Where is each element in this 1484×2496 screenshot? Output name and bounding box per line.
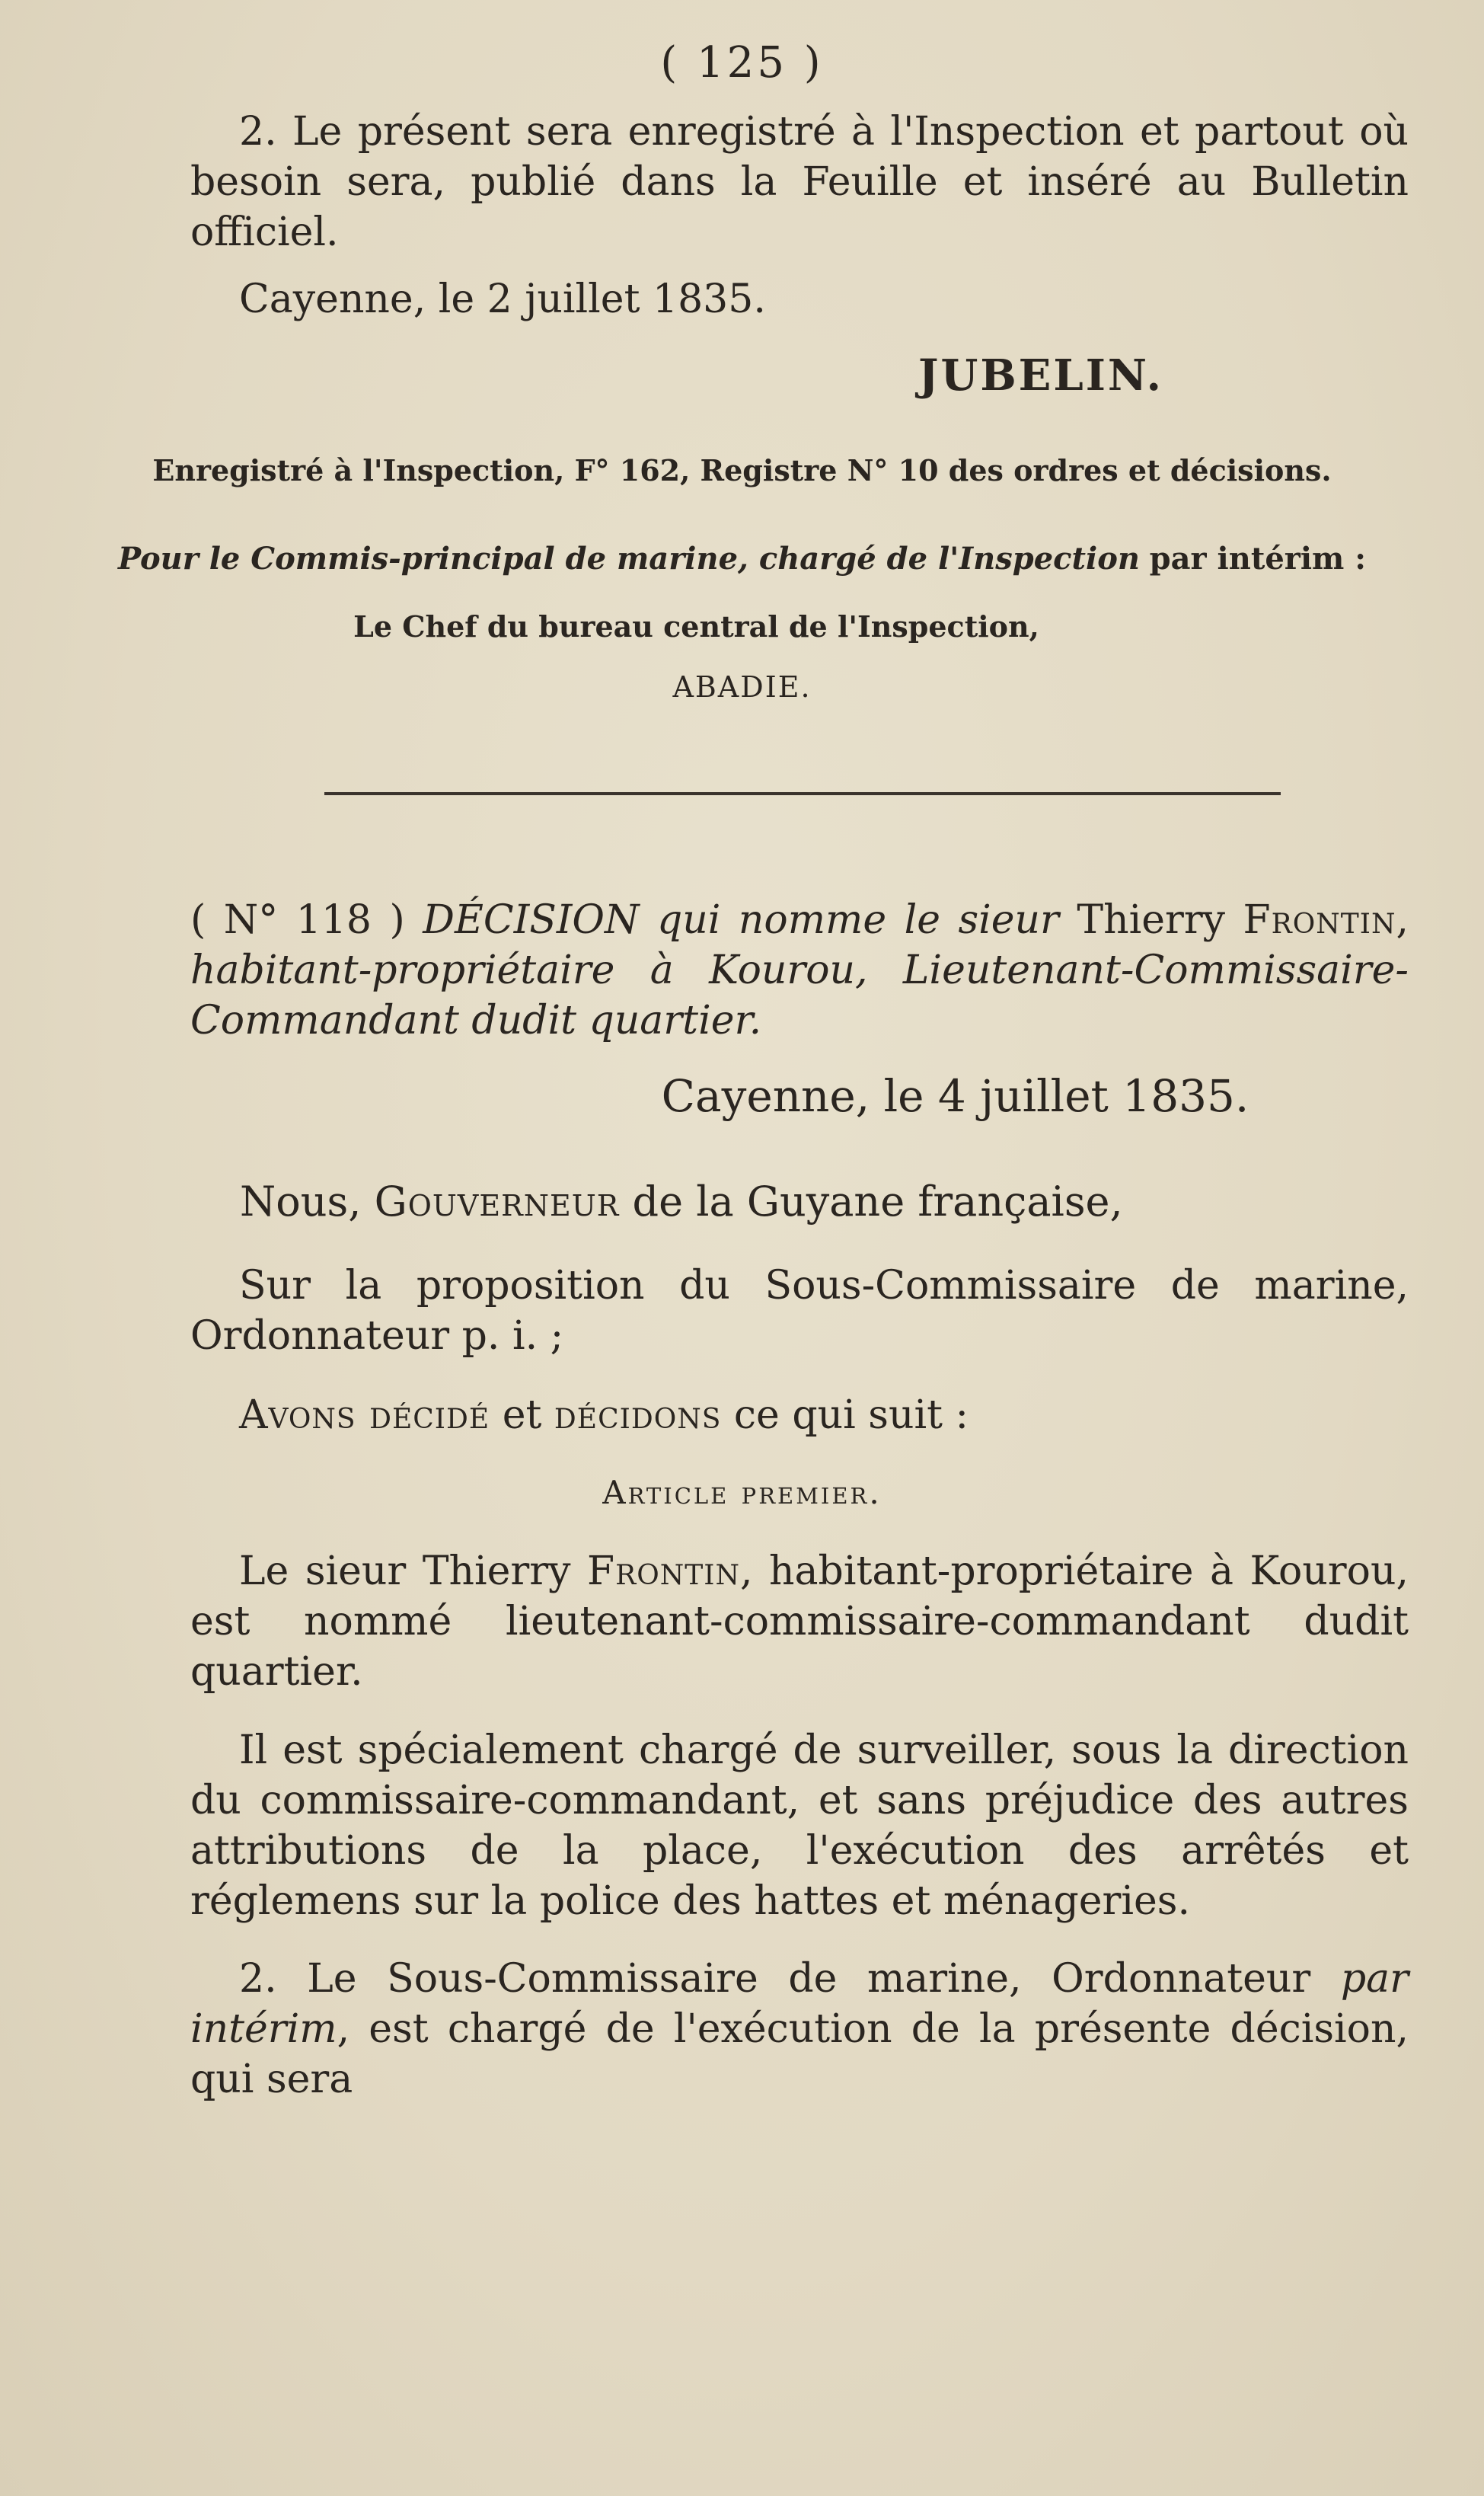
avons-decide-line [190, 1390, 1409, 1440]
paragraph-article-2: 2. Le présent sera enregistré à l'Inspection et partout où besoin sera, publié dans la Feuille et inséré au Bulletin officiel. [190, 109, 1409, 255]
et-word: et [502, 1392, 542, 1438]
nous-rest: de la Guyane française, [632, 1178, 1123, 1226]
chef-bureau-line: Le Chef du bureau central de l'Inspection, [353, 609, 1039, 644]
place-date-2: Cayenne, le 4 juillet 1835. [661, 1070, 1249, 1122]
sur-la-proposition: Sur la proposition du Sous-Commissaire de marine, Ordonnateur p. i. ; [190, 1263, 1409, 1359]
decision-heading: ( N° 118 ) DÉCISION qui nomme le sieur Thierry Frontin, habitant-propriétaire à Kourou, Lieutenant-Commissaire-Commandant dudit quartier. [190, 897, 1409, 1043]
article-premier-heading: Article premier. [602, 1474, 882, 1511]
decidons: décidons [554, 1392, 722, 1438]
nous-word: Nous, [240, 1178, 362, 1226]
nous-line [240, 1177, 1412, 1227]
art2-start: 2. Le Sous-Commissaire de marine, Ordonnateur [239, 1956, 1311, 2002]
page-number: ( 125 ) [660, 38, 824, 88]
for-commis-line [0, 541, 1484, 577]
decision-surname: Frontin [1243, 897, 1396, 943]
art2-italic: par intérim [190, 1956, 1409, 2052]
article-2-paragraph [190, 1954, 1409, 2105]
decision-heading-italic-1: DÉCISION qui nomme le sieur [423, 897, 1059, 943]
decision-name: Thierry [1077, 897, 1226, 943]
art1-surname: Frontin [587, 1548, 740, 1594]
decision-number: ( N° 118 ) [190, 897, 405, 943]
article-1-paragraph-1 [190, 1546, 1409, 1697]
for-commis-suffix: par intérim : [1149, 541, 1367, 577]
chef-name: ABADIE. [672, 670, 812, 704]
art1-rest: , habitant-propriétaire à Kourou, est nommé lieutenant-commissaire-commandant dudit quartier. [190, 1548, 1409, 1695]
signature-jubelin: JUBELIN. [918, 350, 1164, 401]
gouverneur-word: Gouverneur [374, 1178, 620, 1226]
avons-decide: Avons décidé [239, 1392, 490, 1438]
article-1-paragraph-2: Il est spécialement chargé de surveiller, sous la direction du commissaire-commandant, et sans préjudice des autres attributions de la place, l'exécution des arrêtés et réglemens sur la police des hattes et ménageries. [190, 1727, 1409, 1924]
section-divider [324, 792, 1281, 795]
place-date-1: Cayenne, le 2 juillet 1835. [239, 276, 766, 322]
for-commis-prefix: Pour le Commis-principal de marine, chargé de l'Inspection [117, 541, 1140, 577]
decision-heading-italic-2: habitant-propriétaire à Kourou, Lieutenant-Commissaire-Commandant dudit quartier. [190, 948, 1409, 1043]
art1-start: Le sieur Thierry [239, 1548, 571, 1594]
art2-rest: , est chargé de l'exécution de la présente décision, qui sera [190, 2006, 1409, 2102]
ce-qui-suit: ce qui suit : [733, 1392, 969, 1438]
registration-line: Enregistré à l'Inspection, F° 162, Registre N° 10 des ordres et décisions. [152, 453, 1332, 487]
